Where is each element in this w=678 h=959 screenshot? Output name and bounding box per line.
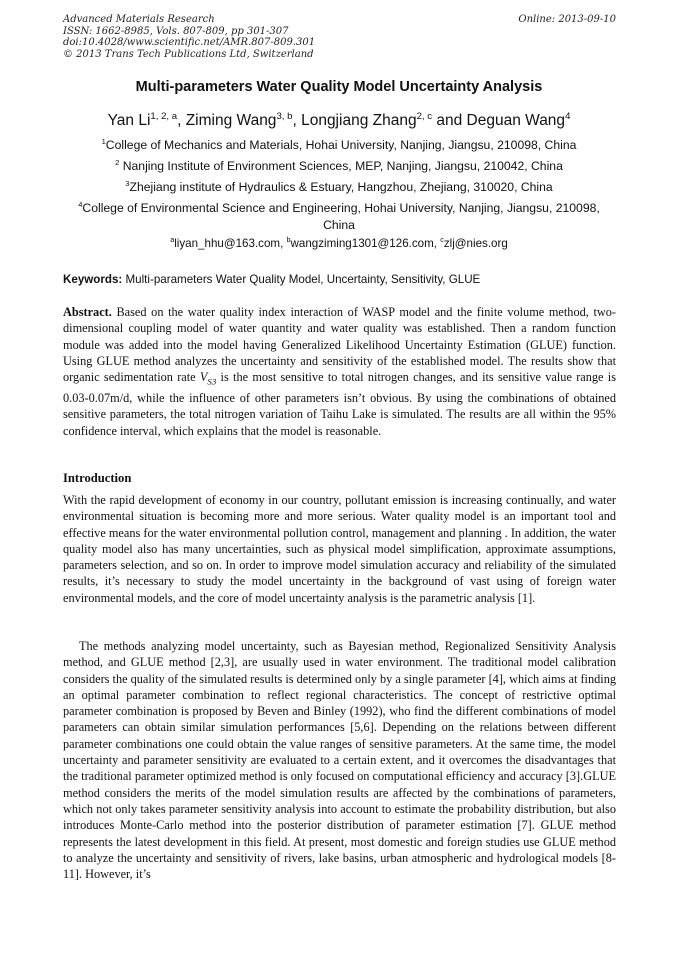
author-emails bbox=[40, 237, 638, 250]
email-address: liyan_hhu@163.com, bbox=[174, 237, 287, 250]
keywords-line bbox=[63, 273, 616, 286]
affiliation-text: Zhejiang institute of Hydraulics & Estuary, Hangzhou, Zhejiang, 310020, China bbox=[129, 180, 553, 194]
section-heading-introduction: Introduction bbox=[63, 471, 132, 485]
affiliation-text: College of Environmental Science and Engineering, Hohai University, Nanjing, Jiangsu, 210098, China bbox=[82, 201, 600, 232]
affiliation-text: Nanjing Institute of Environment Sciences, MEP, Nanjing, Jiangsu, 210042, China bbox=[119, 159, 563, 173]
author-affiliation-mark: 3, b bbox=[276, 110, 293, 122]
keywords-text: Multi-parameters Water Quality Model, Uncertainty, Sensitivity, GLUE bbox=[122, 273, 481, 286]
author-affiliation-mark: 1, 2, a bbox=[150, 110, 178, 122]
journal-header bbox=[63, 14, 616, 60]
abstract-label: Abstract. bbox=[63, 305, 112, 319]
variable-subscript: S3 bbox=[207, 376, 217, 387]
variable-symbol: V bbox=[199, 370, 208, 385]
affiliation-3 bbox=[62, 179, 616, 196]
author-name: Deguan Wang bbox=[466, 112, 566, 129]
email-address: wangziming1301@126.com, bbox=[290, 237, 441, 250]
keywords-label: Keywords: bbox=[63, 273, 123, 286]
author-name: Longjiang Zhang bbox=[301, 112, 417, 129]
intro-paragraph-1: With the rapid development of economy in our country, pollutant emission is increasing continually, and water environmental situation is becoming more and more serious. Water quality model is an important tool and effective means for the water environmental pollution control, management and planning . In addition, the water quality model also has many uncertainties, such as physical model simplification, approximate assumptions, parameters selection, and so on. In order to improve model simulation accuracy and reliability of the simulated results, it’s necessary to study the model uncertainty in the background of vast using of foreign water environmental models, and the core of model uncertainty analysis is the parametric analysis [1]. bbox=[63, 493, 616, 605]
email-mark: c bbox=[440, 235, 444, 245]
author-separator: and bbox=[432, 112, 467, 129]
copyright-line: © 2013 Trans Tech Publications Ltd, Switzerland bbox=[63, 48, 314, 60]
online-date: Online: 2013-09-10 bbox=[518, 14, 616, 25]
abstract-text: is the most sensitive to total nitrogen changes, and its sensitive value range is 0.03-0.07m/d, while the influence of other parameters isn’t obvious. By using the combinations of obtained sensitive parameters, the total nitrogen variation of Taihu Lake is simulated. The results are all within the 95% confidence interval, which explains that the model is reasonable. bbox=[63, 370, 616, 438]
author-list bbox=[40, 112, 638, 130]
abstract-variable bbox=[199, 370, 217, 387]
affiliation-mark: 4 bbox=[78, 199, 83, 209]
email-address: zlj@nies.org bbox=[443, 237, 508, 250]
email-mark: b bbox=[286, 235, 291, 245]
author-affiliation-mark: 2, c bbox=[416, 110, 433, 122]
abstract-text: Based on the water quality index interaction of WASP model and the finite volume method, two-dimensional coupling model of water quantity and water quality was established. Then a random function module was added into the model having Generalized Likelihood Uncertainty Estimation (GLUE) function. Using GLUE method analyzes the uncertainty and sensitivity of the established model. The results show that organic sedimentation rate bbox=[63, 305, 616, 385]
affiliation-2 bbox=[62, 158, 616, 175]
affiliation-mark: 2 bbox=[115, 157, 120, 167]
abstract-paragraph bbox=[63, 304, 616, 439]
affiliation-mark: 1 bbox=[101, 136, 106, 146]
email-mark: a bbox=[170, 235, 175, 245]
affiliation-text: College of Mechanics and Materials, Hohai University, Nanjing, Jiangsu, 210098, China bbox=[105, 138, 577, 152]
issn-line: ISSN: 1662-8985, Vols. 807-809, pp 301-307 bbox=[63, 25, 289, 37]
author-separator: , bbox=[292, 112, 302, 129]
affiliation-mark: 3 bbox=[125, 178, 130, 188]
affiliation-1 bbox=[62, 137, 616, 154]
author-separator: , bbox=[177, 112, 186, 129]
intro-paragraph-2: The methods analyzing model uncertainty, such as Bayesian method, Regionalized Sensitivity Analysis method, and GLUE method [2,3], are usually used in water environment. The traditional model calibration considers the quality of the simulated results is determined only by a single parameter [4], which aims at finding an optimal parameter combination to reflect regional characteristics. The concept of restrictive optimal parameter combination is proposed by Beven and Binley (1992), who find the different combinations of model parameters can obtain similar simulation performances [5,6]. Depending on the relations between different parameter combinations one could obtain the value ranges of sensitive parameters. At the same time, the model uncertainty and parameter sensitivity are evaluated to a certain extent, and it overcomes the disadvantages that the traditional parameter optimized method is only focused on computational efficiency and accuracy [3].GLUE method considers the merits of the model simulation results are affected by the combinations of parameters, which not only takes parameter sensitivity analysis into account to estimate the probability distribution, but also introduces Monte-Carlo method into the posterior distribution of parameter estimation [7]. GLUE method represents the latest development in this field. At present, most domestic and foreign studies use GLUE method to analyze the uncertainty and sensitivity of rivers, lake basins, urban atmospheric and hydrological models [8-11]. However, it’s bbox=[63, 639, 616, 882]
author-name: Yan Li bbox=[107, 112, 151, 129]
doi-line: doi:10.4028/www.scientific.net/AMR.807-809.301 bbox=[63, 37, 316, 48]
author-name: Ziming Wang bbox=[185, 112, 277, 129]
affiliation-4 bbox=[62, 200, 616, 234]
paper-title: Multi-parameters Water Quality Model Uncertainty Analysis bbox=[135, 79, 543, 95]
journal-name: Advanced Materials Research bbox=[63, 14, 215, 25]
author-affiliation-mark: 4 bbox=[565, 110, 571, 122]
